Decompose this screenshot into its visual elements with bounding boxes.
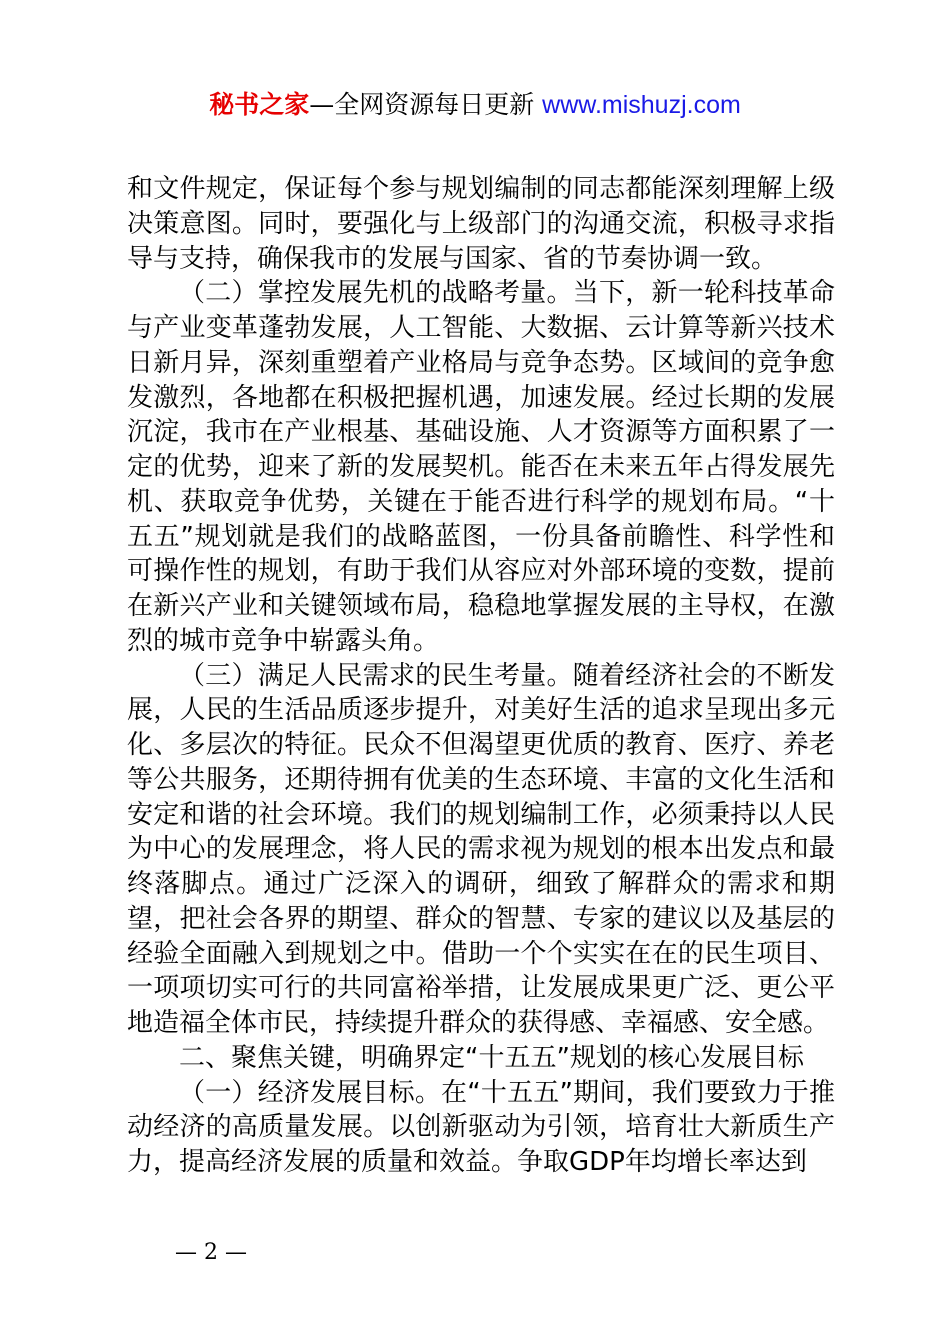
page-number: — 2 — bbox=[175, 1240, 247, 1265]
header-slogan: —全网资源每日更新 bbox=[309, 90, 543, 119]
page-header bbox=[0, 88, 950, 122]
paragraph-continuation: 和文件规定，保证每个参与规划编制的同志都能深刻理解上级决策意图。同时，要强化与上级部门的沟通交流，积极寻求指导与支持，确保我市的发展与国家、省的节奏协调一致。 bbox=[127, 174, 835, 274]
paragraph-economic-goal: （一）经济发展目标。在“十五五”期间，我们要致力于推动经济的高质量发展。以创新驱动为引领，培育壮大新质生产力，提高经济发展的质量和效益。争取GDP年均增长率达到 bbox=[127, 1077, 835, 1177]
section-heading: 二、聚焦关键，明确界定“十五五”规划的核心发展目标 bbox=[179, 1042, 804, 1073]
header-brand: 秘书之家 bbox=[209, 90, 310, 119]
paragraph-strategic-consideration: （二）掌控发展先机的战略考量。当下，新一轮科技革命与产业变革蓬勃发展，人工智能、大数据、云计算等新兴技术日新月异，深刻重塑着产业格局与竞争态势。区域间的竞争愈发激烈，各地都在积极把握机遇，加速发展。经过长期的发展沉淀，我市在产业根基、基础设施、人才资源等方面积累了一定的优势，迎来了新的发展契机。能否在未来五年占得发展先机、获取竞争优势，关键在于能否进行科学的规划布局。“十五五”规划就是我们的战略蓝图，一份具备前瞻性、科学性和可操作性的规划，有助于我们从容应对外部环境的变数，提前在新兴产业和关键领域布局，稳稳地掌握发展的主导权，在激烈的城市竞争中崭露头角。 bbox=[127, 278, 835, 656]
document-body bbox=[127, 172, 835, 1180]
paragraph-livelihood-consideration: （三）满足人民需求的民生考量。随着经济社会的不断发展，人民的生活品质逐步提升，对美好生活的追求呈现出多元化、多层次的特征。民众不但渴望更优质的教育、医疗、养老等公共服务，还期待拥有优美的生态环境、丰富的文化生活和安定和谐的社会环境。我们的规划编制工作，必须秉持以人民为中心的发展理念，将人民的需求视为规划的根本出发点和最终落脚点。通过广泛深入的调研，细致了解群众的需求和期望，把社会各界的期望、群众的智慧、专家的建议以及基层的经验全面融入到规划之中。借助一个个实实在在的民生项目、一项项切实可行的共同富裕举措，让发展成果更广泛、更公平地造福全体市民，持续提升群众的获得感、幸福感、安全感。 bbox=[127, 660, 835, 1038]
header-site-url[interactable]: www.mishuzj.com bbox=[542, 91, 741, 119]
